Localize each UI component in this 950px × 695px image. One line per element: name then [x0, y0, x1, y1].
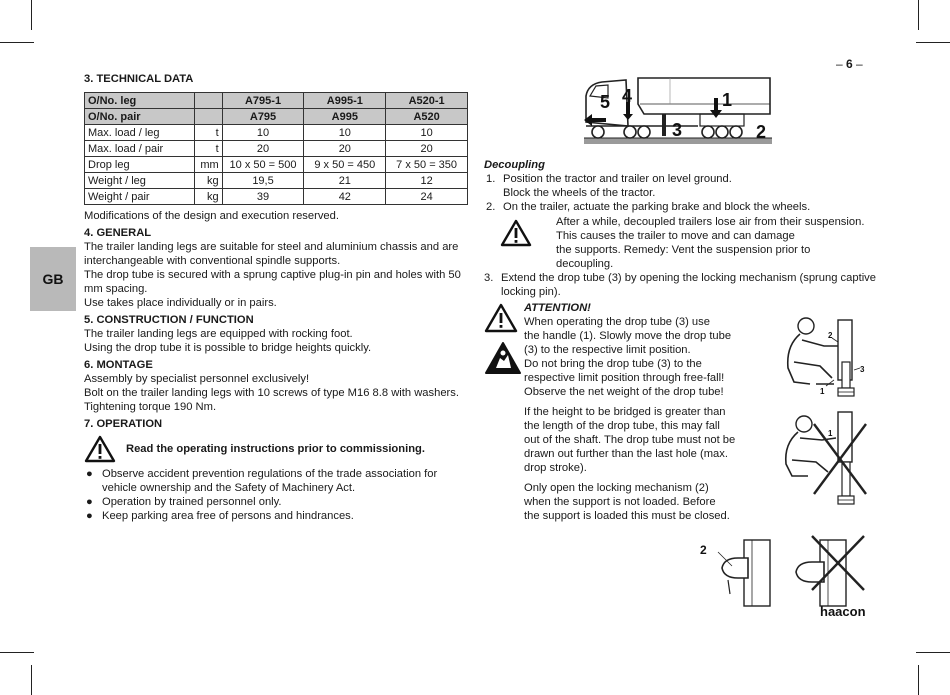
table-cell: 39 [222, 189, 304, 205]
modification-note: Modifications of the design and execution reserved. [84, 210, 339, 222]
table-cell: Max. load / leg [85, 125, 195, 141]
crop-mark [31, 665, 32, 695]
crop-mark [31, 0, 32, 30]
table-cell: 7 x 50 = 350 [386, 157, 468, 173]
warning-icon [484, 215, 556, 271]
text-line: Only open the locking mechanism (2) [524, 482, 709, 494]
figure-label: 4 [622, 86, 633, 106]
list-item: ● Observe accident prevention regulations of the trade association for vehicle ownership and the Safety of Machinery Act. [86, 468, 438, 494]
section-heading: 3. TECHNICAL DATA [84, 73, 194, 85]
table-cell: A795-1 [222, 93, 304, 109]
crop-mark [0, 42, 34, 43]
table-cell: O/No. leg [85, 93, 195, 109]
table-cell: A520-1 [386, 93, 468, 109]
attention-heading: ATTENTION! [524, 302, 591, 314]
operation-warning [84, 435, 468, 463]
table-row [85, 125, 468, 141]
table-cell: t [194, 141, 222, 157]
text-line: drop stroke). [524, 462, 587, 474]
truck-illustration [578, 74, 778, 150]
figure-label: 3 [672, 120, 683, 140]
crop-mark [918, 665, 919, 695]
brand-logo: haacon [820, 604, 866, 619]
text-line: the supports. Remedy: Vent the suspension prior to [556, 244, 811, 256]
table-cell: 10 [386, 125, 468, 141]
table-cell: A995-1 [304, 93, 386, 109]
table-cell: O/No. pair [85, 109, 195, 125]
figure-label: 2 [756, 122, 767, 142]
technical-data-table [84, 92, 468, 205]
table-cell: A995 [304, 109, 386, 125]
table-cell: Max. load / pair [85, 141, 195, 157]
suspension-warning [484, 215, 884, 271]
list-item: ● Keep parking area free of persons and hindrances. [86, 510, 354, 522]
text-line: When operating the drop tube (3) use [524, 316, 710, 328]
left-column [84, 72, 468, 523]
table-cell: 21 [304, 173, 386, 189]
free-fall-forbidden-illustration [780, 410, 870, 510]
paragraph: Using the drop tube it is possible to bridge heights quickly. [84, 342, 372, 354]
warning-icon [84, 435, 116, 463]
paragraph: The drop tube is secured with a sprung captive plug-in pin and holes with 50 mm spacing. [84, 269, 461, 295]
table-cell: kg [194, 189, 222, 205]
figure-label: 1 [828, 429, 833, 438]
table-cell: Weight / leg [85, 173, 195, 189]
table-cell: Weight / pair [85, 189, 195, 205]
text-line: respective limit position through free-fall! [524, 372, 725, 384]
table-cell: t [194, 125, 222, 141]
table-cell: 20 [222, 141, 304, 157]
paragraph: Use takes place individually or in pairs. [84, 297, 277, 309]
text-line: (3) to the respective limit position. [524, 344, 691, 356]
text-line: drawn out further than the last hole (max. [524, 448, 728, 460]
crop-mark [0, 652, 34, 653]
text-line: the support is loaded this must be closed. [524, 510, 730, 522]
table-cell [194, 93, 222, 109]
figure-label: 1 [722, 90, 733, 110]
figure-label: 2 [828, 331, 833, 340]
decoupling-steps [484, 172, 884, 214]
table-cell: kg [194, 173, 222, 189]
section-heading: Decoupling [484, 159, 545, 171]
list-item: 1. Position the tractor and trailer on level ground. Block the wheels of the tractor. [486, 173, 732, 199]
text-line: This causes the trailer to move and can damage [556, 230, 795, 242]
table-cell [194, 109, 222, 125]
table-row [85, 157, 468, 173]
text-line: the handle (1). Slowly move the drop tube [524, 330, 732, 342]
text-line: out of the shaft. The drop tube must not be [524, 434, 736, 446]
table-cell: 12 [386, 173, 468, 189]
crop-mark [916, 42, 950, 43]
list-item: 3. Extend the drop tube (3) by opening the locking mechanism (sprung captive locking pin). [484, 272, 876, 298]
text-line: when the support is not loaded. Before [524, 496, 716, 508]
table-cell: A520 [386, 109, 468, 125]
text-line: After a while, decoupled trailers lose air from their suspension. [556, 216, 865, 228]
table-cell: 10 x 50 = 500 [222, 157, 304, 173]
section-heading: 7. OPERATION [84, 418, 163, 430]
table-row [85, 189, 468, 205]
section-heading: 5. CONSTRUCTION / FUNCTION [84, 314, 254, 326]
table-cell: 24 [386, 189, 468, 205]
figure-label: 1 [820, 387, 825, 396]
list-item: ● Operation by trained personnel only. [86, 496, 282, 508]
text-line: Do not bring the drop tube (3) to the [524, 358, 702, 370]
page-number: – 6 – [836, 57, 863, 71]
warning-text: Read the operating instructions prior to commissioning. [126, 443, 425, 455]
table-row [85, 173, 468, 189]
paragraph: The trailer landing legs are equipped with rocking foot. [84, 328, 353, 340]
figure-label: 5 [600, 92, 611, 112]
table-cell: 19,5 [222, 173, 304, 189]
operator-handle-illustration [780, 312, 870, 400]
section-heading: 6. MONTAGE [84, 359, 153, 371]
text-line: decoupling. [556, 258, 614, 270]
table-row [85, 141, 468, 157]
figure-label: 2 [700, 543, 707, 557]
table-cell: 10 [304, 125, 386, 141]
paragraph: Assembly by specialist personnel exclusively! [84, 373, 310, 385]
table-cell: 10 [222, 125, 304, 141]
text-line: the length of the drop tube, this may fall [524, 420, 720, 432]
table-header-row [85, 109, 468, 125]
table-cell: 20 [386, 141, 468, 157]
table-header-row [85, 93, 468, 109]
figure-label: 3 [860, 365, 865, 374]
table-cell: mm [194, 157, 222, 173]
language-tab: GB [30, 247, 76, 311]
text-line: If the height to be bridged is greater than [524, 406, 726, 418]
crop-mark [916, 652, 950, 653]
table-cell: A795 [222, 109, 304, 125]
falling-load-hazard-icon [484, 341, 524, 375]
table-cell: 42 [304, 189, 386, 205]
paragraph: The trailer landing legs are suitable for steel and aluminium chassis and are interchangeable with conventional spindle supports. [84, 241, 459, 267]
warning-icon [484, 303, 524, 333]
crop-mark [918, 0, 919, 30]
text-line: Observe the net weight of the drop tube! [524, 386, 724, 398]
table-cell: 20 [304, 141, 386, 157]
paragraph: Bolt on the trailer landing legs with 10 screws of type M16 8.8 with washers. Tightening torque 190 Nm. [84, 387, 459, 413]
table-cell: 9 x 50 = 450 [304, 157, 386, 173]
list-item: 2. On the trailer, actuate the parking brake and block the wheels. [486, 201, 811, 213]
section-heading: 4. GENERAL [84, 227, 152, 239]
locking-pin-illustration [700, 532, 868, 612]
table-cell: Drop leg [85, 157, 195, 173]
